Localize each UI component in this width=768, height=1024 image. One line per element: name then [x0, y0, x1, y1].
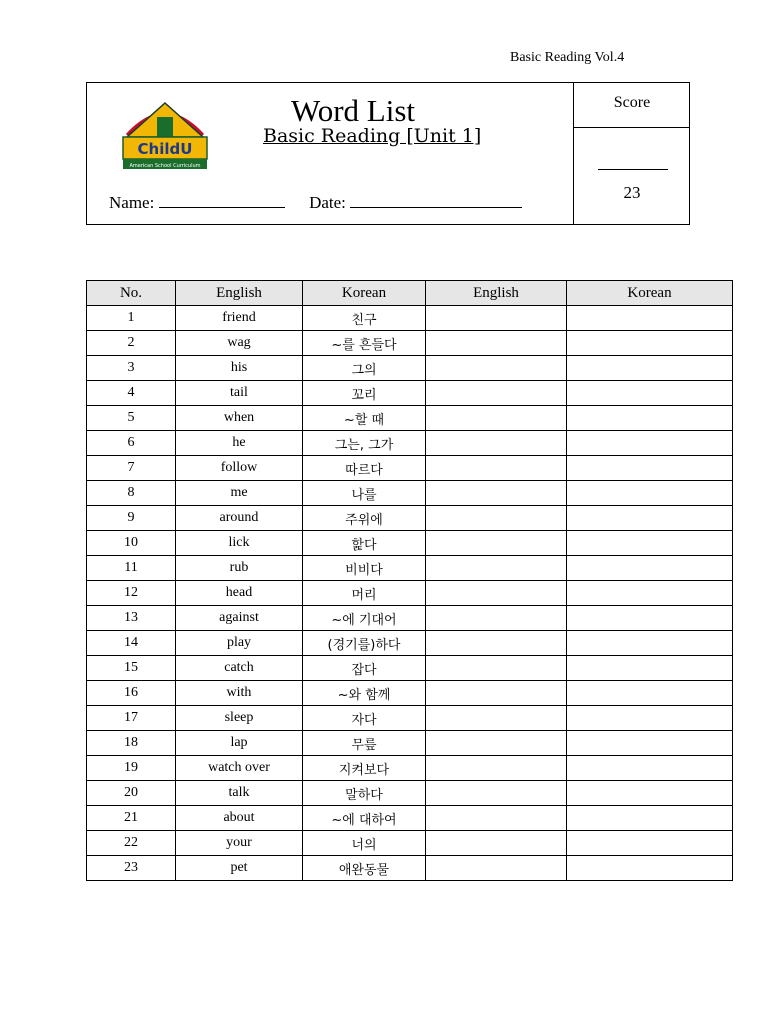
date-field[interactable] — [350, 195, 522, 208]
row-english-word: around — [176, 506, 303, 531]
row-korean-answer-cell[interactable] — [567, 456, 733, 481]
row-english-word: his — [176, 356, 303, 381]
row-english-answer-cell[interactable] — [426, 481, 567, 506]
table-row — [87, 381, 733, 406]
row-korean-meaning: (경기를)하다 — [303, 631, 426, 656]
table-row — [87, 831, 733, 856]
row-number: 18 — [87, 731, 176, 756]
row-korean-meaning: ~를 흔들다 — [303, 331, 426, 356]
row-english-answer-cell[interactable] — [426, 581, 567, 606]
row-english-word: when — [176, 406, 303, 431]
row-english-word: against — [176, 606, 303, 631]
row-english-word: sleep — [176, 706, 303, 731]
row-korean-answer-cell[interactable] — [567, 556, 733, 581]
row-number: 3 — [87, 356, 176, 381]
score-label: Score — [574, 83, 690, 128]
row-korean-answer-cell[interactable] — [567, 656, 733, 681]
page-subtitle: Basic Reading [Unit 1] — [263, 125, 482, 147]
row-korean-answer-cell[interactable] — [567, 631, 733, 656]
row-english-answer-cell[interactable] — [426, 706, 567, 731]
row-korean-meaning: ~할 때 — [303, 406, 426, 431]
row-english-word: head — [176, 581, 303, 606]
row-korean-answer-cell[interactable] — [567, 706, 733, 731]
name-date-row — [109, 193, 522, 213]
row-english-answer-cell[interactable] — [426, 506, 567, 531]
row-english-answer-cell[interactable] — [426, 381, 567, 406]
row-english-word: catch — [176, 656, 303, 681]
table-row — [87, 656, 733, 681]
row-korean-answer-cell[interactable] — [567, 331, 733, 356]
row-number: 17 — [87, 706, 176, 731]
row-number: 8 — [87, 481, 176, 506]
row-number: 13 — [87, 606, 176, 631]
row-english-word: about — [176, 806, 303, 831]
column-header-korean: Korean — [303, 281, 426, 306]
table-row — [87, 631, 733, 656]
row-korean-meaning: ~에 기대어 — [303, 606, 426, 631]
table-row — [87, 456, 733, 481]
row-english-answer-cell[interactable] — [426, 781, 567, 806]
table-row — [87, 306, 733, 331]
row-korean-meaning: 그의 — [303, 356, 426, 381]
row-korean-meaning: 머리 — [303, 581, 426, 606]
row-korean-answer-cell[interactable] — [567, 506, 733, 531]
row-korean-answer-cell[interactable] — [567, 681, 733, 706]
table-row — [87, 756, 733, 781]
row-english-word: lap — [176, 731, 303, 756]
row-number: 22 — [87, 831, 176, 856]
table-row — [87, 431, 733, 456]
row-english-answer-cell[interactable] — [426, 631, 567, 656]
row-korean-meaning: ~에 대하여 — [303, 806, 426, 831]
row-english-word: talk — [176, 781, 303, 806]
table-row — [87, 681, 733, 706]
childu-logo — [117, 97, 213, 173]
table-row — [87, 606, 733, 631]
row-number: 15 — [87, 656, 176, 681]
table-row — [87, 556, 733, 581]
row-english-answer-cell[interactable] — [426, 606, 567, 631]
row-english-answer-cell[interactable] — [426, 356, 567, 381]
row-korean-meaning: 친구 — [303, 306, 426, 331]
page-title: Word List — [290, 93, 416, 128]
row-korean-answer-cell[interactable] — [567, 431, 733, 456]
row-korean-meaning: 나를 — [303, 481, 426, 506]
row-english-answer-cell[interactable] — [426, 456, 567, 481]
row-number: 14 — [87, 631, 176, 656]
row-english-answer-cell[interactable] — [426, 656, 567, 681]
column-header-english-answer: English — [426, 281, 567, 306]
row-english-word: play — [176, 631, 303, 656]
row-english-word: with — [176, 681, 303, 706]
row-korean-meaning: 무릎 — [303, 731, 426, 756]
row-korean-answer-cell[interactable] — [567, 481, 733, 506]
row-korean-answer-cell[interactable] — [567, 581, 733, 606]
row-number: 23 — [87, 856, 176, 881]
column-header-no: No. — [87, 281, 176, 306]
row-korean-answer-cell[interactable] — [567, 756, 733, 781]
row-korean-meaning: 잡다 — [303, 656, 426, 681]
row-english-word: watch over — [176, 756, 303, 781]
row-korean-answer-cell[interactable] — [567, 781, 733, 806]
row-english-answer-cell[interactable] — [426, 681, 567, 706]
row-korean-meaning: 따르다 — [303, 456, 426, 481]
row-korean-meaning: 자다 — [303, 706, 426, 731]
row-korean-meaning: 그는, 그가 — [303, 431, 426, 456]
column-header-english: English — [176, 281, 303, 306]
row-number: 9 — [87, 506, 176, 531]
row-english-answer-cell[interactable] — [426, 406, 567, 431]
row-english-answer-cell[interactable] — [426, 556, 567, 581]
row-korean-answer-cell[interactable] — [567, 856, 733, 881]
row-korean-meaning: 말하다 — [303, 781, 426, 806]
row-number: 10 — [87, 531, 176, 556]
logo-tagline: American School Curriculum — [129, 163, 201, 169]
table-row — [87, 356, 733, 381]
word-rows — [87, 306, 733, 881]
row-number: 11 — [87, 556, 176, 581]
row-english-word: tail — [176, 381, 303, 406]
row-korean-meaning: 주위에 — [303, 506, 426, 531]
row-korean-answer-cell[interactable] — [567, 806, 733, 831]
row-english-word: rub — [176, 556, 303, 581]
row-korean-answer-cell[interactable] — [567, 406, 733, 431]
row-korean-answer-cell[interactable] — [567, 531, 733, 556]
row-english-word: lick — [176, 531, 303, 556]
table-row — [87, 506, 733, 531]
row-number: 7 — [87, 456, 176, 481]
row-number: 1 — [87, 306, 176, 331]
row-english-word: follow — [176, 456, 303, 481]
table-row — [87, 781, 733, 806]
row-english-word: pet — [176, 856, 303, 881]
score-box — [573, 83, 690, 224]
row-english-answer-cell[interactable] — [426, 806, 567, 831]
row-english-answer-cell[interactable] — [426, 731, 567, 756]
name-field[interactable] — [159, 195, 285, 208]
row-korean-answer-cell[interactable] — [567, 381, 733, 406]
table-row — [87, 856, 733, 881]
table-row — [87, 481, 733, 506]
row-english-answer-cell[interactable] — [426, 331, 567, 356]
score-total: 23 — [623, 183, 641, 202]
row-english-word: me — [176, 481, 303, 506]
row-korean-meaning: 핥다 — [303, 531, 426, 556]
column-header-korean-answer: Korean — [567, 281, 733, 306]
header-box — [86, 82, 690, 225]
row-english-answer-cell[interactable] — [426, 431, 567, 456]
row-korean-meaning: 너의 — [303, 831, 426, 856]
row-number: 19 — [87, 756, 176, 781]
table-row — [87, 706, 733, 731]
date-label: Date: — [309, 193, 346, 212]
logo-text: ChildU — [137, 140, 193, 158]
row-english-word: he — [176, 431, 303, 456]
row-korean-meaning: 꼬리 — [303, 381, 426, 406]
table-header-row — [87, 281, 733, 306]
row-korean-answer-cell[interactable] — [567, 356, 733, 381]
row-korean-meaning: 애완동물 — [303, 856, 426, 881]
score-blank[interactable] — [598, 169, 668, 170]
row-number: 6 — [87, 431, 176, 456]
table-row — [87, 731, 733, 756]
word-table — [86, 280, 733, 881]
table-row — [87, 406, 733, 431]
row-number: 4 — [87, 381, 176, 406]
table-row — [87, 531, 733, 556]
volume-label: Basic Reading Vol.4 — [510, 50, 625, 65]
row-number: 5 — [87, 406, 176, 431]
row-korean-meaning: 비비다 — [303, 556, 426, 581]
row-number: 2 — [87, 331, 176, 356]
row-number: 12 — [87, 581, 176, 606]
row-korean-answer-cell[interactable] — [567, 731, 733, 756]
name-label: Name: — [109, 193, 155, 212]
row-korean-answer-cell[interactable] — [567, 306, 733, 331]
row-korean-answer-cell[interactable] — [567, 831, 733, 856]
row-english-answer-cell[interactable] — [426, 756, 567, 781]
row-english-answer-cell[interactable] — [426, 831, 567, 856]
row-english-word: wag — [176, 331, 303, 356]
row-korean-meaning: ~와 함께 — [303, 681, 426, 706]
row-english-answer-cell[interactable] — [426, 306, 567, 331]
row-english-word: your — [176, 831, 303, 856]
table-row — [87, 806, 733, 831]
row-english-answer-cell[interactable] — [426, 856, 567, 881]
row-number: 20 — [87, 781, 176, 806]
row-number: 16 — [87, 681, 176, 706]
row-korean-meaning: 지켜보다 — [303, 756, 426, 781]
table-row — [87, 331, 733, 356]
row-number: 21 — [87, 806, 176, 831]
row-korean-answer-cell[interactable] — [567, 606, 733, 631]
row-english-word: friend — [176, 306, 303, 331]
row-english-answer-cell[interactable] — [426, 531, 567, 556]
table-row — [87, 581, 733, 606]
